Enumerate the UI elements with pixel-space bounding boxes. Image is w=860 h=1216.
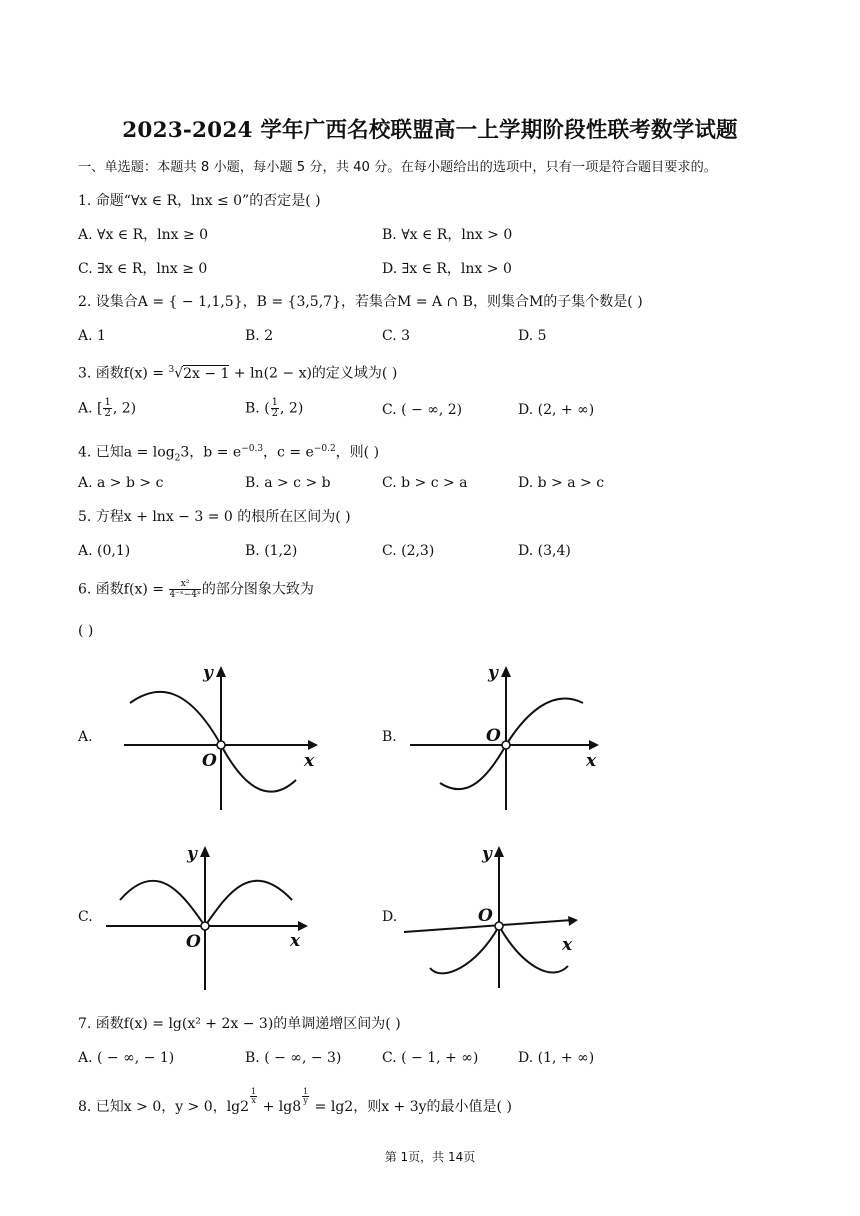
graph-a-curve [130, 692, 296, 792]
graph-b-origin-label: O [486, 726, 501, 746]
q6-den: 4⁻ˣ−4ˣ [169, 590, 201, 600]
q1-option-d: D. ∃x ∈ R，lnx > 0 [382, 261, 512, 277]
q8-stem [78, 1088, 512, 1116]
q2-option-a: A. 1 [78, 328, 106, 344]
q4-b-sup: −0.3 [241, 444, 264, 454]
q6-frac [169, 579, 200, 600]
q4-stem [78, 440, 379, 467]
q1-option-b: B. ∀x ∈ R，lnx > 0 [382, 227, 513, 243]
page-footer: 第 1页，共 14页 [384, 1150, 476, 1164]
q6-post: 的部分图象大致为 [201, 581, 314, 598]
q6-pre: 6. 函数f(x) = [78, 581, 169, 598]
q3-b-den: 2 [271, 408, 279, 419]
q8-exp1 [250, 1088, 257, 1105]
q1-option-c: C. ∃x ∈ R，lnx ≥ 0 [78, 261, 208, 277]
q6-label-b: B. [382, 729, 397, 745]
q5-option-b: B. (1,2) [245, 543, 298, 559]
q7-option-d: D. (1, + ∞) [518, 1050, 595, 1066]
radical-sign: √ [174, 365, 184, 382]
q8-mid: + lg8 [258, 1099, 302, 1115]
graph-d-y-label: y [482, 844, 492, 864]
q4-a-sub: 2 [174, 453, 181, 464]
q6-blank: ( ) [78, 623, 94, 639]
q4-end: ，则( ) [335, 444, 380, 461]
graph-b-x-arrow-icon [589, 740, 599, 750]
graph-c-x-label: x [290, 931, 301, 951]
q8-exp1-den: x [251, 1096, 256, 1105]
q2-option-c: C. 3 [382, 328, 411, 344]
q8-exp2 [302, 1088, 309, 1105]
q5-option-a: A. (0,1) [78, 543, 131, 559]
q3-root-index: 3 [168, 365, 175, 375]
graph-b [408, 658, 608, 814]
graph-d [402, 838, 592, 994]
q4-a: 4. 已知a = log [78, 444, 175, 461]
graph-d-x-label: x [562, 935, 573, 955]
graph-a-origin-label: O [202, 751, 217, 771]
q3-a-den: 2 [104, 408, 111, 419]
q5-option-c: C. (2,3) [382, 543, 435, 559]
q3-a-frac [103, 398, 111, 419]
q3-b-post: , 2) [280, 400, 304, 417]
q3-option-c: C. ( − ∞, 2) [382, 402, 463, 418]
graph-a-x-label: x [304, 751, 315, 771]
q3-stem-pre: 3. 函数f(x) = [78, 365, 169, 382]
graph-c-y-label: y [187, 844, 197, 864]
graph-b-x-label: x [586, 751, 597, 771]
graph-b-curve [440, 699, 583, 790]
q7-option-c: C. ( − 1, + ∞) [382, 1050, 479, 1066]
section-heading: 一、单选题：本题共 8 小题，每小题 5 分，共 40 分。在每小题给出的选项中，只有一项是符合题目要求的。 [78, 160, 717, 175]
q2-option-b: B. 2 [245, 328, 274, 344]
q5-stem: 5. 方程x + lnx − 3 = 0 的根所在区间为( ) [78, 509, 351, 525]
q6-label-c: C. [78, 909, 93, 925]
q4-option-b: B. a > c > b [245, 475, 331, 491]
q8-exp2-den: y [303, 1096, 308, 1105]
q6-label-a: A. [78, 729, 93, 745]
q4-option-a: A. a > b > c [78, 475, 164, 491]
q4-option-d: D. b > a > c [518, 475, 605, 491]
graph-c [102, 838, 322, 994]
q3-option-a [78, 398, 136, 419]
graph-d-origin-dot [495, 922, 503, 930]
q1-stem: 1. 命题“∀x ∈ R，lnx ≤ 0”的否定是( ) [78, 193, 321, 209]
graph-c-x-arrow-icon [298, 921, 308, 931]
q3-stem [78, 361, 397, 383]
q3-b-frac [271, 398, 279, 419]
q8-exp1-num: 1 [251, 1087, 257, 1096]
graph-a-origin-dot [217, 741, 225, 749]
graph-b-origin-dot [502, 741, 510, 749]
q3-a-pre: A. [ [78, 400, 103, 417]
q3-a-post: , 2) [112, 400, 137, 417]
q8-pre: 8. 已知x > 0，y > 0，lg2 [78, 1099, 250, 1115]
q3-stem-post: + ln(2 − x)的定义域为( ) [229, 365, 398, 382]
page-title: 2023-2024 学年广西名校联盟高一上学期阶段性联考数学试题 [122, 118, 738, 143]
graph-d-y-arrow-icon [494, 846, 504, 857]
q3-b-pre: B. ( [245, 400, 270, 417]
q7-option-b: B. ( − ∞, − 3) [245, 1050, 342, 1066]
graph-a [118, 658, 323, 814]
graph-d-x-arrow-icon [568, 916, 578, 926]
q6-num: x² [169, 579, 200, 590]
q6-label-d: D. [382, 909, 398, 925]
graph-c-y-arrow-icon [200, 846, 210, 857]
q2-stem: 2. 设集合A = { − 1,1,5}，B = {3,5,7}，若集合M = A ∩ B，则集合M的子集个数是( ) [78, 294, 643, 310]
graph-d-origin-label: O [478, 906, 493, 926]
q4-option-c: C. b > c > a [382, 475, 468, 491]
q3-a-num: 1 [104, 397, 111, 408]
q3-radicand: 2x − 1 [183, 365, 230, 382]
q5-option-d: D. (3,4) [518, 543, 571, 559]
q4-c-sup: −0.2 [313, 444, 336, 454]
q2-option-d: D. 5 [518, 328, 547, 344]
graph-b-y-label: y [488, 663, 498, 683]
q4-c: ，c = e [263, 444, 314, 461]
q8-post: = lg2，则x + 3y的最小值是( ) [310, 1099, 512, 1115]
q3-option-b [245, 398, 303, 419]
graph-b-y-arrow-icon [501, 666, 511, 677]
graph-a-y-arrow-icon [216, 666, 226, 677]
q8-exp2-num: 1 [303, 1087, 309, 1096]
graph-c-origin-label: O [186, 932, 201, 952]
q4-a-post: 3，b = e [180, 444, 242, 461]
q7-stem: 7. 函数f(x) = lg(x² + 2x − 3)的单调递增区间为( ) [78, 1016, 401, 1032]
q6-stem [78, 579, 314, 600]
q3-b-num: 1 [271, 397, 279, 408]
graph-a-y-label: y [203, 663, 213, 683]
q7-option-a: A. ( − ∞, − 1) [78, 1050, 175, 1066]
q1-option-a: A. ∀x ∈ R，lnx ≥ 0 [78, 227, 209, 243]
graph-c-origin-dot [201, 922, 209, 930]
q3-option-d: D. (2, + ∞) [518, 402, 595, 418]
graph-a-x-arrow-icon [308, 740, 318, 750]
